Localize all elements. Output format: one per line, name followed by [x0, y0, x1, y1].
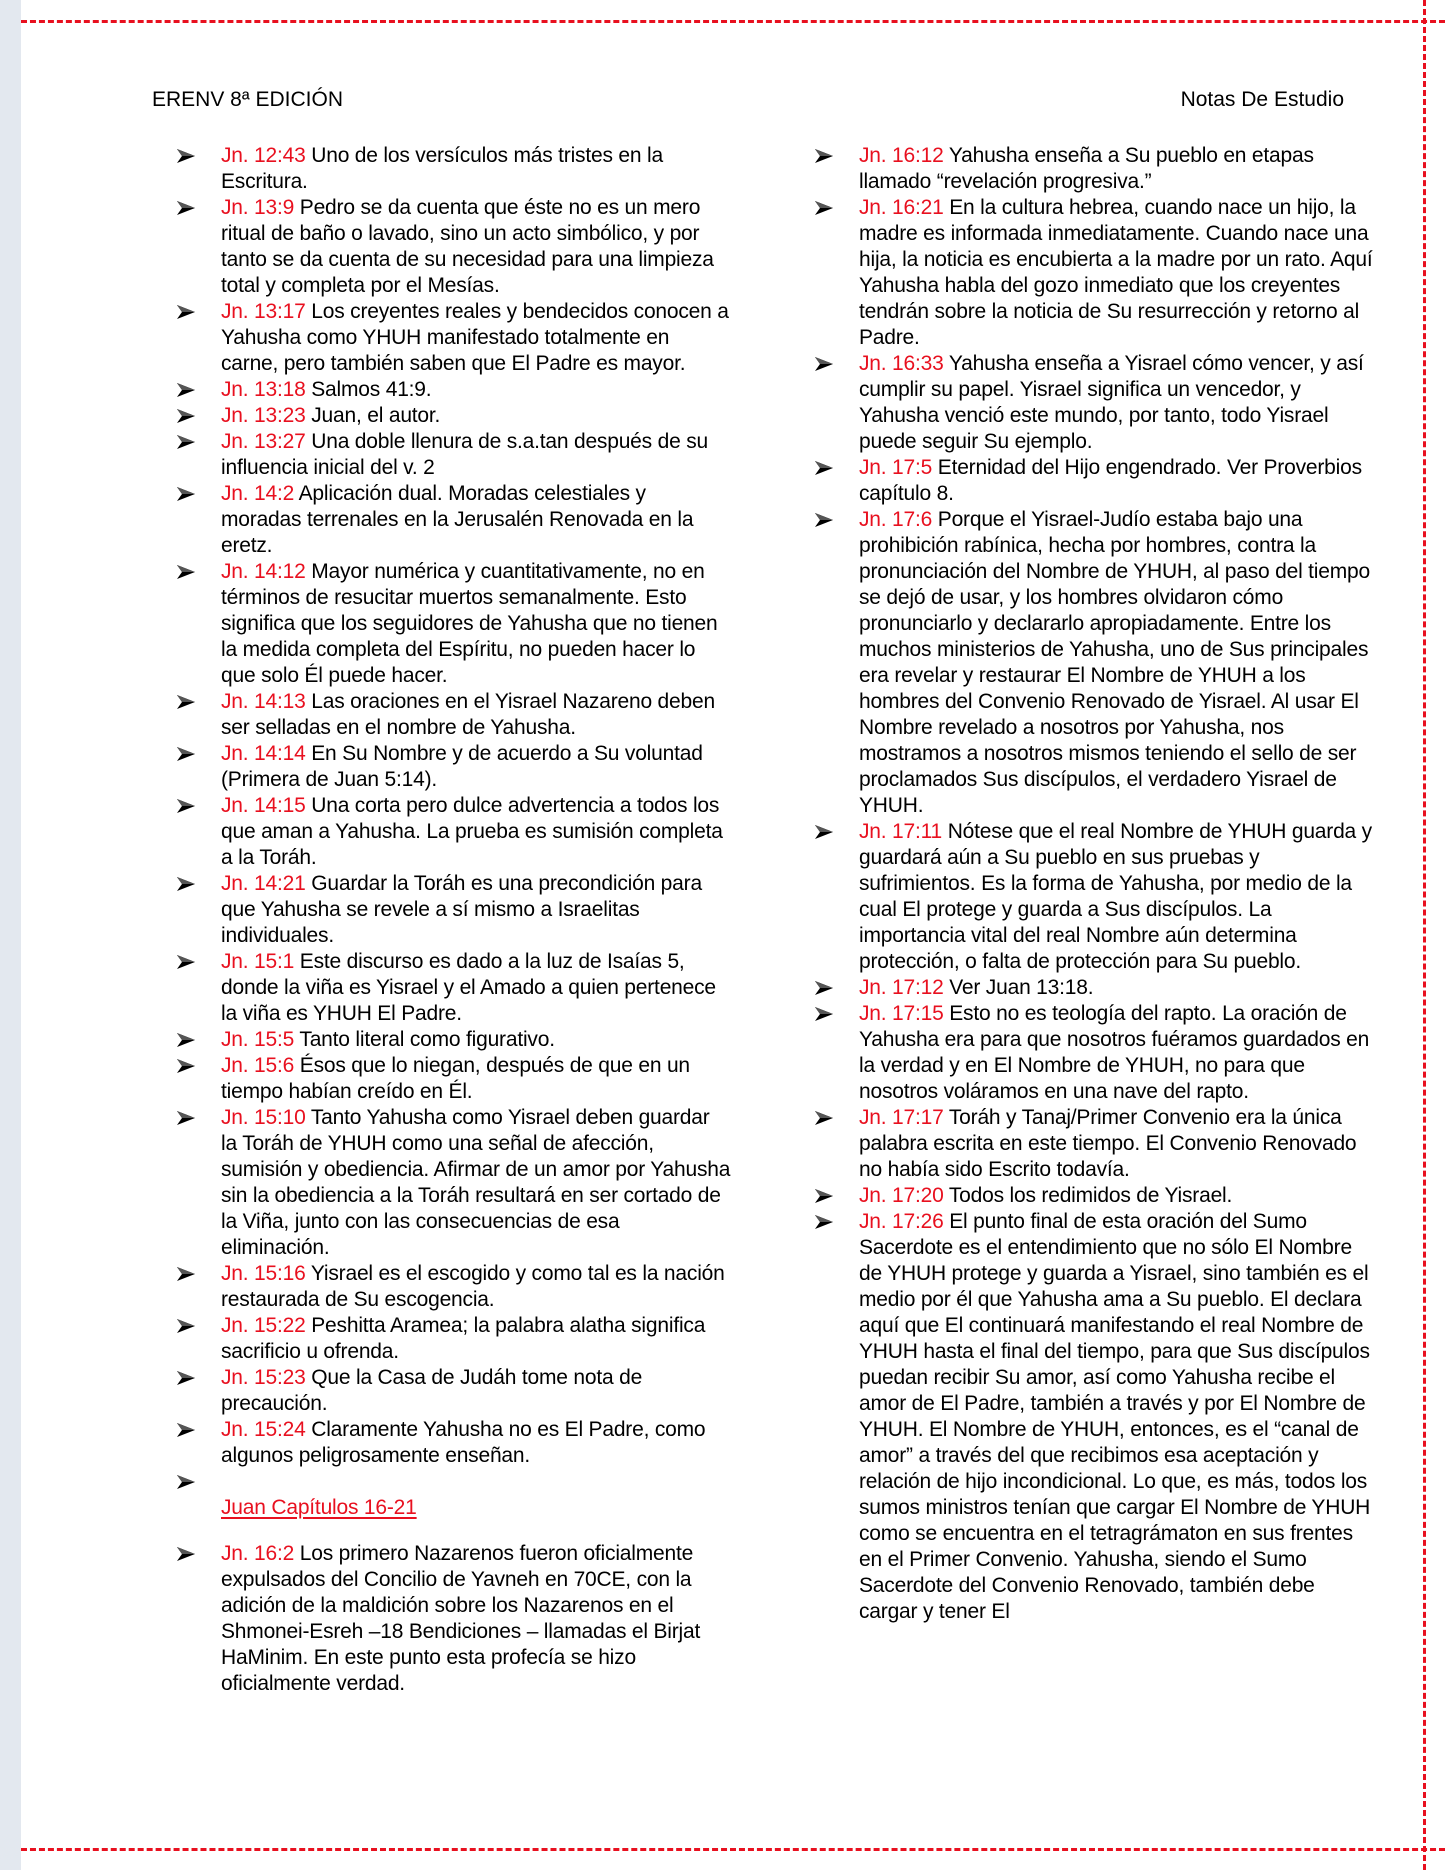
arrow-bullet-icon — [814, 200, 834, 216]
verse-reference: Jn. 15:16 — [221, 1262, 306, 1285]
arrow-bullet-icon — [814, 460, 834, 476]
verse-reference: Jn. 17:17 — [859, 1106, 944, 1129]
arrow-bullet-icon — [176, 694, 196, 710]
arrow-bullet-icon — [176, 304, 196, 320]
note-text: Una doble llenura de s.a.tan después de su influencia inicial del v. 2 — [221, 430, 708, 479]
note-text: Ver Juan 13:18. — [949, 976, 1094, 999]
verse-reference: Jn. 16:21 — [859, 196, 944, 219]
verse-reference: Jn. 14:14 — [221, 742, 306, 765]
note-text: Yahusha enseña a Yisrael cómo vencer, y así cumplir su papel. Yisrael significa un vencedor, y Yahusha venció este mundo, por tanto, todo Yisrael puede seguir Su ejemplo. — [859, 352, 1364, 453]
study-note — [814, 819, 1374, 975]
verse-reference: Jn. 14:2 — [221, 482, 295, 505]
note-text: Juan, el autor. — [311, 404, 441, 427]
verse-reference: Jn. 14:12 — [221, 560, 306, 583]
study-note — [814, 1105, 1374, 1183]
arrow-bullet-icon — [814, 356, 834, 372]
study-note — [814, 1001, 1374, 1105]
note-text: Porque el Yisrael-Judío estaba bajo una prohibición rabínica, hecha por hombres, contra la pronunciación del Nombre de YHUH, al paso del tiempo se dejó de usar, y los hombres olvidaron cómo pronunciarlo y declararlo apropiadamente. Entre los muchos ministerios de Yahusha, uno de Sus principales era revelar y restaurar El Nombre de YHUH a los hombres del Convenio Renovado de Yisrael. Al usar El Nombre revelado a nosotros por Yahusha, nos mostramos a nosotros mismos teniendo el sello de ser proclamados Sus discípulos, el verdadero Yisrael de YHUH. — [859, 508, 1371, 817]
note-text: Los creyentes reales y bendecidos conocen a Yahusha como YHUH manifestado totalmente en carne, pero también saben que El Padre es mayor. — [221, 300, 729, 375]
study-note — [176, 1365, 731, 1417]
note-text: Yahusha enseña a Su pueblo en etapas llamado “revelación progresiva.” — [859, 144, 1314, 193]
arrow-bullet-icon — [176, 382, 196, 398]
study-note — [176, 195, 731, 299]
study-note — [176, 559, 731, 689]
arrow-bullet-icon — [176, 1058, 196, 1074]
verse-reference: Jn. 15:6 — [221, 1054, 295, 1077]
note-text: Una corta pero dulce advertencia a todos los que aman a Yahusha. La prueba es sumisión completa a la Toráh. — [221, 794, 723, 869]
note-text: Este discurso es dado a la luz de Isaías 5, donde la viña es Yisrael y el Amado a quien pertenece la viña es YHUH El Padre. — [221, 950, 716, 1025]
note-text: Todos los redimidos de Yisrael. — [948, 1184, 1233, 1207]
note-text: Claramente Yahusha no es El Padre, como algunos peligrosamente enseñan. — [221, 1418, 706, 1467]
arrow-bullet-icon — [814, 512, 834, 528]
note-text: En la cultura hebrea, cuando nace un hijo, la madre es informada inmediatamente. Cuando nace una hija, la noticia es encubierta a la madre por un rato. Aquí Yahusha habla del gozo inmediato que los creyentes tendrán sobre la noticia de Su resurrección y retorno al Padre. — [859, 196, 1373, 349]
note-text: Salmos 41:9. — [311, 378, 432, 401]
right-column — [814, 143, 1374, 1625]
section-heading-row — [176, 1469, 731, 1541]
verse-reference: Jn. 14:15 — [221, 794, 306, 817]
note-text: Esto no es teología del rapto. La oración de Yahusha era para que nosotros fuéramos guardados en la verdad y en El Nombre de YHUH, no para que nosotros voláramos en una nave del rapto. — [859, 1002, 1370, 1103]
arrow-bullet-icon — [176, 746, 196, 762]
study-note — [176, 1027, 731, 1053]
study-note — [814, 1183, 1374, 1209]
verse-reference: Jn. 17:6 — [859, 508, 933, 531]
arrow-bullet-icon — [176, 954, 196, 970]
verse-reference: Jn. 13:18 — [221, 378, 306, 401]
arrow-bullet-icon — [176, 876, 196, 892]
arrow-bullet-icon — [176, 564, 196, 580]
verse-reference: Jn. 16:33 — [859, 352, 944, 375]
running-header-edition: ERENV 8ª EDICIÓN — [152, 88, 343, 111]
verse-reference: Jn. 15:1 — [221, 950, 295, 973]
crop-mark-right — [1423, 0, 1426, 1870]
study-note — [176, 1105, 731, 1261]
study-note — [176, 403, 731, 429]
study-note — [814, 975, 1374, 1001]
study-note — [176, 143, 731, 195]
arrow-bullet-icon — [176, 1318, 196, 1334]
arrow-bullet-icon — [814, 1006, 834, 1022]
verse-reference: Jn. 15:10 — [221, 1106, 306, 1129]
arrow-bullet-icon — [176, 1546, 196, 1562]
study-note — [176, 871, 731, 949]
arrow-bullet-icon — [814, 1188, 834, 1204]
notes-list-left — [176, 143, 731, 1469]
verse-reference: Jn. 17:12 — [859, 976, 944, 999]
notes-list-left-after — [176, 1541, 731, 1697]
page-gutter — [0, 0, 21, 1870]
running-header-title: Notas De Estudio — [1180, 88, 1344, 111]
study-note — [176, 1261, 731, 1313]
arrow-bullet-icon — [176, 1370, 196, 1386]
verse-reference: Jn. 16:2 — [221, 1542, 295, 1565]
study-note — [176, 481, 731, 559]
arrow-bullet-icon — [176, 1110, 196, 1126]
notes-list-right — [814, 143, 1374, 1625]
verse-reference: Jn. 17:20 — [859, 1184, 944, 1207]
study-note — [176, 793, 731, 871]
note-text: Aplicación dual. Moradas celestiales y moradas terrenales en la Jerusalén Renovada en la eretz. — [221, 482, 694, 557]
verse-reference: Jn. 14:13 — [221, 690, 306, 713]
verse-reference: Jn. 13:27 — [221, 430, 306, 453]
verse-reference: Jn. 13:17 — [221, 300, 306, 323]
verse-reference: Jn. 17:5 — [859, 456, 933, 479]
verse-reference: Jn. 16:12 — [859, 144, 944, 167]
verse-reference: Jn. 17:26 — [859, 1210, 944, 1233]
arrow-bullet-icon — [176, 1266, 196, 1282]
study-note — [176, 1541, 731, 1697]
note-text: Tanto literal como figurativo. — [299, 1028, 555, 1051]
study-note — [814, 143, 1374, 195]
study-note — [176, 689, 731, 741]
arrow-bullet-icon — [176, 408, 196, 424]
study-note — [176, 741, 731, 793]
arrow-bullet-icon — [176, 200, 196, 216]
note-text: Toráh y Tanaj/Primer Convenio era la única palabra escrita en este tiempo. El Convenio Renovado no había sido Escrito todavía. — [859, 1106, 1357, 1181]
note-text: Mayor numérica y cuantitativamente, no en términos de resucitar muertos semanalmente. Esto significa que los seguidores de Yahusha que no tienen la medida completa del Espíritu, no pueden hacer lo que solo Él puede hacer. — [221, 560, 718, 687]
crop-mark-top — [21, 20, 1445, 23]
note-text: Guardar la Toráh es una precondición para que Yahusha se revele a sí mismo a Israelitas individuales. — [221, 872, 702, 947]
study-note — [176, 377, 731, 403]
study-note — [176, 1313, 731, 1365]
study-note — [814, 1209, 1374, 1625]
arrow-bullet-icon — [176, 486, 196, 502]
arrow-bullet-icon — [814, 1110, 834, 1126]
study-note — [176, 299, 731, 377]
arrow-bullet-icon — [176, 148, 196, 164]
study-note — [814, 351, 1374, 455]
arrow-bullet-icon — [176, 434, 196, 450]
note-text: En Su Nombre y de acuerdo a Su voluntad (Primera de Juan 5:14). — [221, 742, 703, 791]
verse-reference: Jn. 13:9 — [221, 196, 295, 219]
left-column — [176, 143, 731, 1697]
section-heading: Juan Capítulos 16-21 — [221, 1496, 417, 1519]
note-text: Pedro se da cuenta que éste no es un mero ritual de baño o lavado, sino un acto simbólico, y por tanto se da cuenta de su necesidad para una limpieza total y completa por el Mesías. — [221, 196, 714, 297]
study-note — [814, 507, 1374, 819]
study-note — [814, 455, 1374, 507]
note-text: Ésos que lo niegan, después de que en un tiempo habían creído en Él. — [221, 1054, 690, 1103]
note-text: Nótese que el real Nombre de YHUH guarda y guardará aún a Su pueblo en sus pruebas y sufrimientos. Es la forma de Yahusha, por medio de la cual El protege y guarda a Sus discípulos. La importancia vital del real Nombre aún determina protección, o falta de protección para Su pueblo. — [859, 820, 1372, 973]
note-text: Tanto Yahusha como Yisrael deben guardar la Toráh de YHUH como una señal de afección, sumisión y obediencia. Afirmar de un amor por Yahusha sin la obediencia a la Toráh resultará en ser cortado de la Viña, junto con las consecuencias de esa eliminación. — [221, 1106, 731, 1259]
arrow-bullet-icon — [814, 148, 834, 164]
verse-reference: Jn. 15:22 — [221, 1314, 306, 1337]
verse-reference: Jn. 15:5 — [221, 1028, 295, 1051]
arrow-bullet-icon — [814, 980, 834, 996]
note-text: Los primero Nazarenos fueron oficialmente expulsados del Concilio de Yavneh en 70CE, con la adición de la maldición sobre los Nazarenos en el Shmonei-Esreh –18 Bendiciones – llamadas el Birjat HaMinim. En este punto esta profecía se hizo oficialmente verdad. — [221, 1542, 701, 1695]
verse-reference: Jn. 15:23 — [221, 1366, 306, 1389]
verse-reference: Jn. 17:15 — [859, 1002, 944, 1025]
note-text: Las oraciones en el Yisrael Nazareno deben ser selladas en el nombre de Yahusha. — [221, 690, 715, 739]
note-text: Yisrael es el escogido y como tal es la nación restaurada de Su escogencia. — [221, 1262, 725, 1311]
verse-reference: Jn. 14:21 — [221, 872, 306, 895]
verse-reference: Jn. 15:24 — [221, 1418, 306, 1441]
verse-reference: Jn. 12:43 — [221, 144, 306, 167]
study-note — [176, 429, 731, 481]
arrow-bullet-icon — [176, 1422, 196, 1438]
note-text: Que la Casa de Judáh tome nota de precaución. — [221, 1366, 643, 1415]
arrow-bullet-icon — [814, 824, 834, 840]
study-note — [176, 1417, 731, 1469]
study-note — [176, 949, 731, 1027]
study-note — [814, 195, 1374, 351]
note-text: Peshitta Aramea; la palabra alatha significa sacrificio u ofrenda. — [221, 1314, 706, 1363]
arrow-bullet-icon — [814, 1214, 834, 1230]
arrow-bullet-icon — [176, 1474, 196, 1490]
arrow-bullet-icon — [176, 798, 196, 814]
verse-reference: Jn. 17:11 — [859, 820, 943, 843]
crop-mark-bottom — [21, 1848, 1445, 1851]
verse-reference: Jn. 13:23 — [221, 404, 306, 427]
note-text: Eternidad del Hijo engendrado. Ver Proverbios capítulo 8. — [859, 456, 1362, 505]
note-text: Uno de los versículos más tristes en la Escritura. — [221, 144, 663, 193]
study-note — [176, 1053, 731, 1105]
arrow-bullet-icon — [176, 1032, 196, 1048]
note-text: El punto final de esta oración del Sumo Sacerdote es el entendimiento que no sólo El Nombre de YHUH protege y guarda a Yisrael, sino también es el medio por él que Yahusha ama a Su pueblo. El declara aquí que El continuará manifestando el real Nombre de YHUH hasta el final del tiempo, para que Sus discípulos puedan recibir Su amor, así como Yahusha recibe el amor de El Padre, también a través y por El Nombre de YHUH. El Nombre de YHUH, entonces, es el “canal de amor” a través del que recibimos esa aceptación y relación de hijo incondicional. Lo que, es más, todos los sumos ministros tenían que cargar El Nombre de YHUH como se encuentra en el tetragrámaton en sus frentes en el Primer Convenio. Yahusha, siendo el Sumo Sacerdote del Convenio Renovado, también debe cargar y tener El — [859, 1210, 1371, 1623]
